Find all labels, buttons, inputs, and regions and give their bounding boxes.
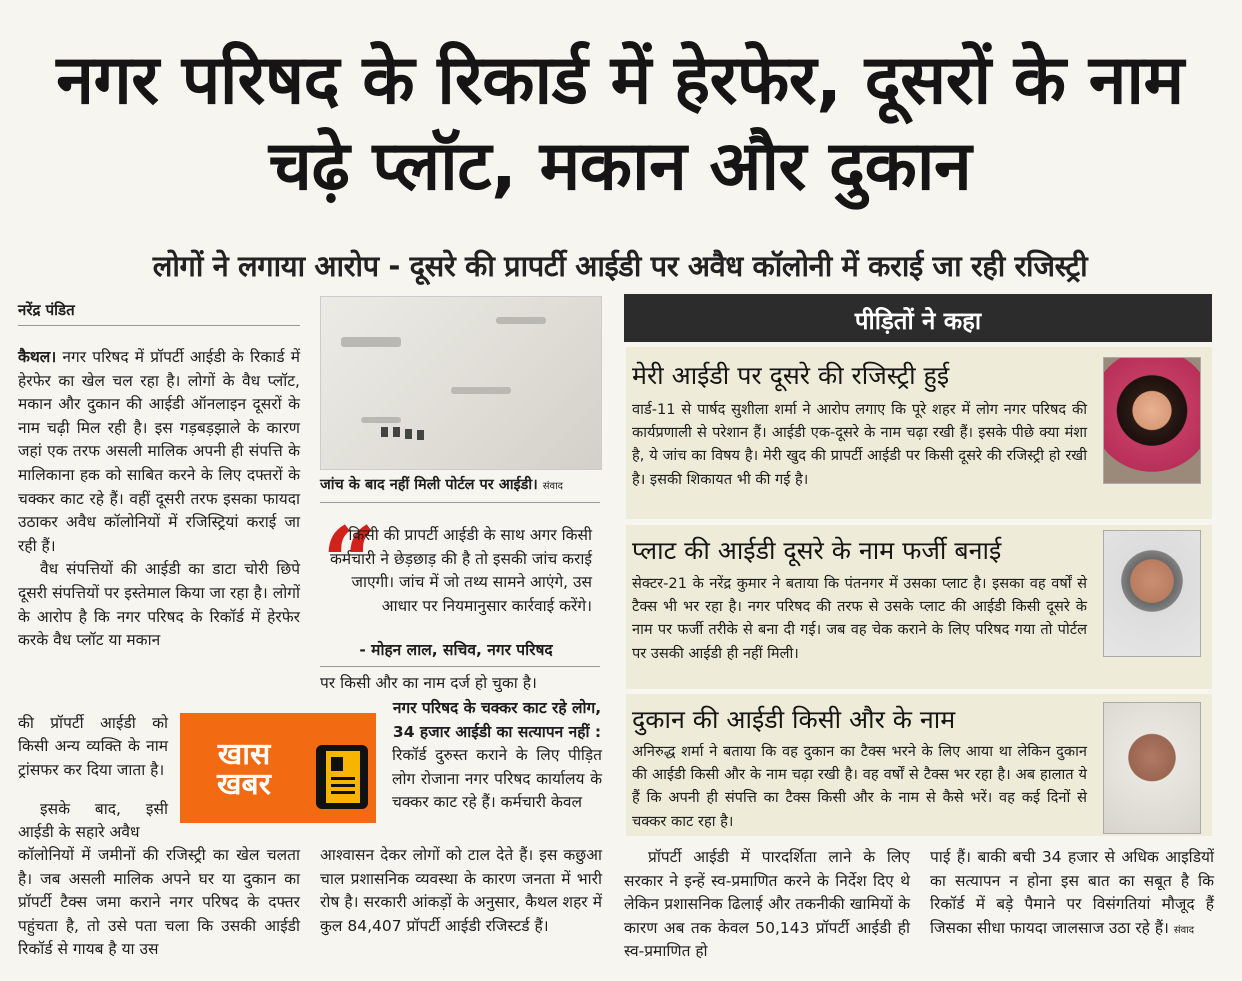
quote-text: किसी की प्रापर्टी आईडी के साथ अगर किसी कर्मचारी ने छेड़छाड़ की है तो इसकी जांच कराई जाएगी। जांच में जो तथ्य सामने आएंगे, उस आधार पर नियमानुसार कार्रवाई करेंगे। <box>330 526 592 615</box>
dateline: कैथल। <box>18 348 57 366</box>
photo-caption-text: जांच के बाद नहीं मिली पोर्टल पर आईडी। <box>320 477 538 493</box>
khaas-line-2: खबर <box>217 767 271 802</box>
column-1-para-3-wrap: इसके बाद, इसी आईडी के सहारे अवैध <box>18 799 168 842</box>
column-1-top <box>18 346 300 653</box>
column-3-right <box>930 846 1214 942</box>
column-2-side <box>392 697 602 815</box>
column-2-side-text: रिकॉर्ड दुरुस्त कराने के लिए पीड़ित लोग रोजाना नगर परिषद कार्यालय के चक्कर काट रहे हैं। कर्मचारी केवल <box>392 746 602 812</box>
column-2-subhead: नगर परिषद के चक्कर काट रहे लोग, 34 हजार आईडी का सत्यापन नहीं : <box>392 699 602 741</box>
subheadline: लोगों ने लगाया आरोप - दूसरे की प्रापर्टी आईडी पर अवैध कॉलोनी में कराई जा रही रजिस्ट्री <box>152 249 1088 283</box>
victim-3-portrait <box>1103 702 1201 834</box>
column-3-credit: संवाद <box>1173 924 1195 936</box>
khaas-khabar-label <box>194 737 294 802</box>
victim-card-2-title: प्लाट की आईडी दूसरे के नाम फर्जी बनाई <box>632 536 1002 565</box>
victim-card-1-body: वार्ड-11 से पार्षद सुशीला शर्मा ने आरोप लगाए कि पूरे शहर में लोग नगर परिषद की कार्यप्रणाली से परेशान हैं। आईडी एक-दूसरे के नाम चढ़ा रखी हैं। इसके पीछे क्या मंशा है, ये जांच का विषय है। मेरी खुद की प्रापर्टी आईडी पर किसी दूसरे की रजिस्ट्री हो रखी है। इसकी शिकायत भी की गई है। <box>632 401 1087 488</box>
column-1-wrap <box>18 696 168 860</box>
photo-caption <box>320 474 620 494</box>
column-1-para-2: वैध संपत्तियों की आईडी का डाटा चोरी छिपे दूसरी संपत्तियों पर इस्तेमाल किया जा रहा है। लोगों के आरोप है कि नगर परिषद के रिकॉर्ड में हेरफेर करके वैध प्लॉट या मकान <box>18 560 300 650</box>
headline: नगर परिषद के रिकार्ड में हेरफेर, दूसरों के नाम चढ़े प्लॉट, मकान और दुकान <box>56 41 1184 206</box>
column-3-right-text: पाई हैं। बाकी बची 34 हजार से अधिक आइडियों का सत्यापन न होना इस बात का सबूत है कि रिकॉर्ड में बड़े पैमाने पर विसंगतियां मौजूद हैं जिसका सीधा फायदा जालसाज उठा रहे हैं। <box>930 848 1214 937</box>
victim-card-1-title: मेरी आईडी पर दूसरे की रजिस्ट्री हुई <box>632 361 950 390</box>
column-1-para-1: नगर परिषद में प्रॉपर्टी आईडी के रिकार्ड में हेरफेर का खेल चल रहा है। लोगों के वैध प्लॉट, मकान और दुकान की आईडी ऑनलाइन दूसरों के नाम चढ़ी मिल रही है। इस गड़बड़झाले के कारण जहां एक तरफ असली मालिक अपनी ही संपत्ति के मालिकाना हक को साबित करने के लिए दफ्तरों के चक्कर काट रहे हैं। वहीं दूसरी तरफ इसका फायदा उठाकर अवैध कॉलोनियों में रजिस्ट्रियां कराई जा रही हैं। <box>18 348 300 555</box>
victim-1-portrait <box>1103 357 1201 484</box>
photo-credit: संवाद <box>542 481 563 492</box>
caption-divider <box>320 502 600 503</box>
victim-2-portrait <box>1103 530 1201 657</box>
victims-section-title: पीड़ितों ने कहा <box>854 307 982 335</box>
portal-screenshot-photo <box>320 296 602 470</box>
victim-card-3-body: अनिरुद्ध शर्मा ने बताया कि वह दुकान का टैक्स भरने के लिए आया था लेकिन दुकान की आईडी किसी और के नाम चढ़ा रखी है। वह वर्षों से टैक्स भर रहा है। अब हालात ये हैं कि अपनी ही संपत्ति का टैक्स किसी और के नाम से कैसे भरें। वह कई दिनों से चक्कर काट रहा है। <box>632 743 1087 830</box>
quote-divider <box>320 666 600 667</box>
quote-mark-icon: “ <box>322 506 378 619</box>
victim-card-3-title: दुकान की आईडी किसी और के नाम <box>632 705 956 734</box>
column-3-left: प्रॉपर्टी आईडी में पारदर्शिता लाने के लिए सरकार ने इन्हें स्व-प्रमाणित करने के निर्देश दिए थे लेकिन प्रशासनिक ढिलाई और तकनीकी खामियों के कारण अब तक केवल 50,143 प्रॉपर्टी आईडी ही स्व-प्रमाणित हो <box>624 848 910 961</box>
quote-attribution: - मोहन लाल, सचिव, नगर परिषद <box>359 641 553 659</box>
column-2-continuation: पर किसी और का नाम दर्ज हो चुका है। <box>320 674 537 692</box>
column-2-bottom: आश्वासन देकर लोगों को टाल देते हैं। इस कछुआ चाल प्रशासनिक व्यवस्था के कारण जनता में भारी रोष है। सरकारी आंकड़ों के अनुसार, कैथल शहर में कुल 84,407 प्रॉपर्टी आईडी रजिस्टर्ड हैं। <box>320 846 602 935</box>
victim-card-2-body: सेक्टर-21 के नरेंद्र कुमार ने बताया कि पंतनगर में उसका प्लाट है। इसका वह वर्षों से टैक्स भी भर रहा है। नगर परिषद की तरफ से उसके प्लाट की आईडी किसी दूसरे के नाम पर फर्जी तरीके से बना दी गई। जब वह चेक कराने के लिए परिषद गया तो पोर्टल पर उसकी आईडी ही नहीं मिली। <box>632 575 1087 662</box>
newspaper-icon <box>316 745 368 809</box>
column-1-para-2-wrap: की प्रॉपर्टी आईडी को किसी अन्य व्यक्ति के नाम ट्रांसफर कर दिया जाता है। <box>18 713 168 779</box>
byline-divider <box>18 325 300 326</box>
khaas-line-1: खास <box>217 737 271 772</box>
column-1-para-3-bottom: कॉलोनियों में जमीनों की रजिस्ट्री का खेल चलता है। जब असली मालिक अपने घर या दुकान का प्रॉपर्टी टैक्स जमा कराने नगर परिषद के दफ्तर पहुंचता है, तो उसे पता चला कि उसकी आईडी रिकॉर्ड से गायब है या उस <box>18 846 300 959</box>
byline: नरेंद्र पंडित <box>18 301 75 319</box>
